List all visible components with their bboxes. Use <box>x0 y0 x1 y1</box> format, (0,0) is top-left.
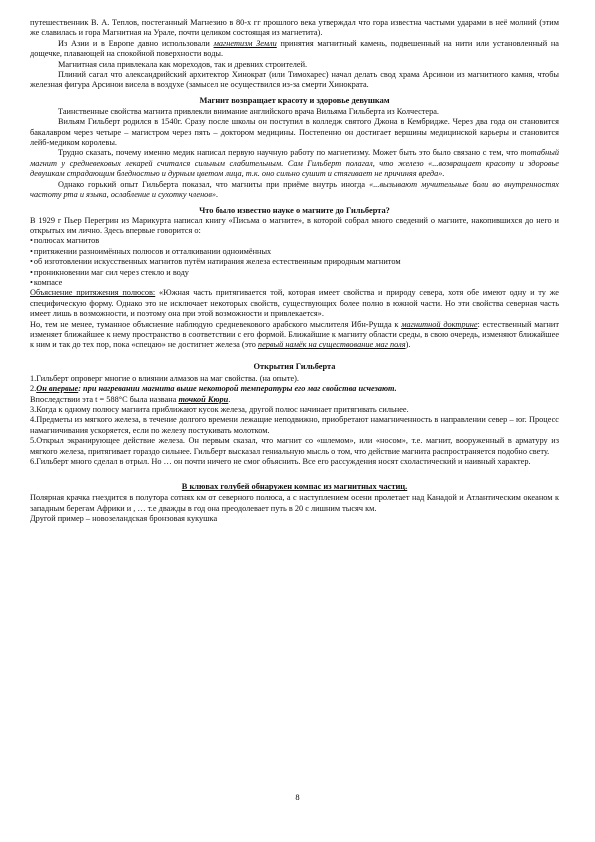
intro-paragraph-2 <box>30 39 559 60</box>
list-item <box>30 236 559 246</box>
underlined-term: Объяснение притяжения полюсов: <box>30 288 156 298</box>
text-run: . <box>228 394 231 404</box>
section1-paragraph-2: Вильям Гильберт родился в 1540г. Сразу после школы он поступил в колледж святого Джона в Кембридже. Через два года он становится бакалавром через четыре – магистром через пять – доктором медицины. Постепенно он достигает вершины медицинской карьеры и становится лейб-медиком королевы. <box>30 117 559 148</box>
list-item <box>30 384 559 394</box>
list-item: 1.Гильберт опроверг многие о влиянии алмазов на маг свойства. (на опыте). <box>30 373 299 383</box>
section4-paragraph-1: Полярная крачка гнездится в полутора сотнях км от северного полюса, а с наступлением осени пролетает над Канадой и Атлантическим океаном к западным берегам Африки и , … т.е дважды в год она преодолевает путь в 20 с лишним тысяч км. <box>30 493 559 513</box>
list-item <box>30 247 559 257</box>
bullet-icon: • <box>30 277 33 287</box>
discoveries-list <box>30 374 559 468</box>
bullet-icon: • <box>30 236 33 246</box>
text-run: : естественный магнит изменяет ближайшее к нему пространство в соответствии с его формой. Ближайшие к магниту области среды, в свою очередь, изменяют ближайшее к ним и так до тех пор, пока «спецаю» не достигнет железа (это <box>30 319 559 350</box>
bullet-icon: • <box>30 246 33 256</box>
first-discovery-link[interactable]: Он впервые <box>36 384 79 394</box>
section-title-discoveries: Открытия Гильберта <box>253 361 336 371</box>
list-item <box>30 278 559 288</box>
text-run: «Южная часть притягивается той, которая имеет свойства и природу севера, хотя обе имеют одну и ту же специфическую форму. Однако это не исключает некоторых свойств, существующих более полно в южной части. Но эти свойства северная часть имеет лишь в возможности, и поэтому она при этой возможности и привлекается». <box>30 288 559 319</box>
list-item-text: полюсах магнитов <box>33 236 100 246</box>
list-item <box>30 257 559 267</box>
section1-paragraph-4 <box>30 180 559 201</box>
text-run: ). <box>405 340 411 350</box>
item-number: 2. <box>30 384 37 394</box>
italic-quote: тотабный магнит у средневековых лекарей считался сильным слабительным. Сам Гильберт полагал, что железо «...возвращает красоту и здоровье девушкам страдающим бледностью и дурным цветом лица, т.к. оно сильно сушит и стягивает не причиняя вреда». <box>30 148 559 179</box>
known-facts-list <box>30 236 559 288</box>
text-run: принятия магнитный камень, подвешенный на нити или установленный на дощечке, плавающей на спокойной поверхности воды. <box>30 38 559 59</box>
curie-point-link[interactable]: точкой Кюри <box>178 394 229 404</box>
list-item: 5.Открыл экранирующее действие железа. Он первым сказал, что магнит со «шлемом», или «носом», т.е. магнит, вооруженный в арматуру из мягкого железа, притягивает гораздо сильнее. Гильберт высказал гениальную мысль о том, что действие магнита распространяется подобно свету. <box>30 436 559 456</box>
list-item-text: притяжении разноимённых полюсов и отталкивании одноимённых <box>33 246 272 256</box>
section-title-beauty: Магнит возвращает красоту и здоровье девушкам <box>199 95 390 105</box>
list-item-text: компасе <box>33 277 63 287</box>
intro-paragraph-1: путешественник В. А. Теплов, постеганный Магнезию в 80-х гг прошлого века утверждал что гора известна частыми ударами в неё молний (этим же славилась и гора Магнитная на Урале, почти целиком состоящая из магнетита). <box>30 18 559 38</box>
section1-paragraph-3 <box>30 148 559 179</box>
earth-magnetism-link[interactable]: магнетизм Земли <box>213 38 277 48</box>
section-title-pigeons: В клювах голубей обнаружен компас из магнитных частиц. <box>181 482 408 492</box>
section2-paragraph-3 <box>30 320 559 351</box>
list-item: 6.Гильберт много сделал в отрыл. Но … он почти ничего не смог объяснить. Все его рассуждения носят схоластический и наивный характер. <box>30 457 531 467</box>
text-run: Однако горький опыт Гильберта показал, что магниты при приёме внутрь иногда <box>58 179 370 189</box>
list-item-text: об изготовлении искусственных магнитов путём натирания железа естественным природным магнитом <box>33 257 401 267</box>
section4-paragraph-2: Другой пример – новозеландская бронзовая кукушка <box>30 514 218 524</box>
section2-paragraph-1: В 1929 г Пьер Перегрин из Марикурта написал книгу «Письма о магните», в которой собрал много сведений о магните, накопившихся до него и открытых им лично. Здесь впервые говорится о: <box>30 215 559 235</box>
text-run: Из Азии и в Европе давно использовали <box>58 38 214 48</box>
section1-paragraph-1: Таинственные свойства магнита привлекли внимание английского врача Вильяма Гильберта из Колчестера. <box>58 106 440 116</box>
list-item <box>30 268 559 278</box>
magnetic-field-hint-link[interactable]: первый намёк на существование маг поля <box>257 340 406 350</box>
section-title-before-gilbert: Что было известно науке о магните до Гильберта? <box>199 205 390 215</box>
bullet-icon: • <box>30 257 33 267</box>
text-run: Впоследствии эта t = 588°С была названа <box>30 394 179 404</box>
intro-paragraph-4: Плиний сагал что александрийский архитектор Хинократ (или Тимохарес) начал делать свод храма Арсинои из магнитного камня, чтобы железная фигура Арсинои висела в воздухе (замысел не осуществился из-за смерти Хинократа. <box>30 70 559 90</box>
section2-paragraph-2 <box>30 288 559 319</box>
intro-paragraph-3: Магнитная сила привлекала как мореходов, так и древних строителей. <box>58 59 308 69</box>
text-run: Трудно сказать, почему именно медик написал первую научную работу по магнетизму. Может быть это было связано с тем, что <box>58 148 521 158</box>
list-item: 4.Предметы из мягкого железа, в течение долгого времени лежащие неподвижно, приобретают намагниченность в направлении север – юг. Процесс намагничивания ускоряется, если по железу постукивать молотком. <box>30 415 559 435</box>
text-run: Но, тем не менее, туманное объяснение наблюдую средневекового арабского мыслителя Ибн-Рушда к <box>30 319 402 329</box>
italic-quote: «...вызывают мучительные боли во внутренностях частоту рта и языка, ослабление и сухотку членов». <box>30 179 559 200</box>
page-number: 8 <box>295 792 300 802</box>
list-item: 3.Когда к одному полюсу магнита приближают кусок железа, другой полюс начинает притягивать сильнее. <box>30 405 409 414</box>
magnetic-doctrine-link[interactable]: магнитной доктрине <box>401 319 478 329</box>
list-item-text: проникновении маг сил через стекло и воду <box>33 267 189 277</box>
bullet-icon: • <box>30 267 33 277</box>
list-item <box>30 395 559 405</box>
italic-text: : при нагревании магнита выше некоторой температуры его маг свойства исчезают. <box>78 384 397 394</box>
